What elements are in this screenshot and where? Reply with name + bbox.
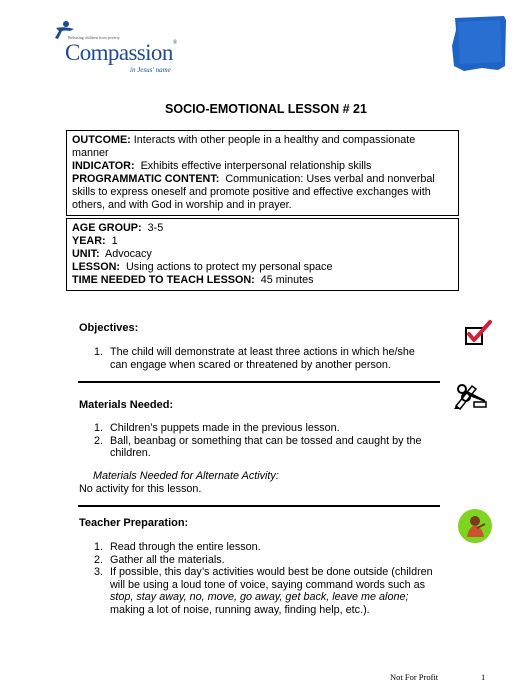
preparation-text: Read through the entire lesson. [110,541,261,553]
logo-tagline: Releasing children from poverty [68,35,120,40]
outcome-label: OUTCOME: [72,134,131,146]
alt-materials-text: No activity for this lesson. [79,483,202,495]
objective-text: The child will demonstrate at least three actions in which he/she can engage when scared or threatened by another person. [110,346,415,371]
age-label: AGE GROUP: [72,222,142,234]
preparation-item [94,566,434,616]
pencil-scissors-icon [452,380,488,410]
year-value: 1 [111,235,118,247]
time-value: 45 minutes [260,274,314,286]
compassion-logo [52,20,177,74]
logo-name [65,40,177,66]
indicator-label: INDICATOR: [72,160,135,172]
preparation-num: 3. [94,566,104,578]
content-row [72,173,453,212]
content-label: PROGRAMMATIC CONTENT: [72,173,220,185]
lesson-label: LESSON: [72,261,120,273]
command-words: stop, stay away, no, move, go away, get back, leave me alone; [110,591,409,603]
age-row [72,222,453,235]
material-item [94,435,430,460]
objective-item [94,346,430,371]
material-num: 2. [94,434,104,447]
checkbox-check-icon [462,318,494,350]
alt-materials-heading: Materials Needed for Alternate Activity: [93,470,279,482]
objective-num: 1. [94,346,104,358]
material-item [94,422,430,435]
content-text: Communication: Uses verbal and nonverbal skills to express oneself and promote positive and effective exchanges with others, and with God in worship and in prayer. [72,173,435,211]
time-label: TIME NEEDED TO TEACH LESSON: [72,274,255,286]
material-text: Children’s puppets made in the previous lesson. [110,422,340,434]
preparation-text: If possible, this day’s activities would best be done outside (children will be using a loud tone of voice, saying command words such as [110,566,433,591]
divider [78,381,440,383]
preparation-heading: Teacher Preparation: [79,517,189,529]
page-number: 1 [481,672,486,682]
material-num: 1. [94,422,104,434]
logo-name-text: Compassion [65,40,173,65]
materials-list [94,422,430,460]
time-row [72,274,453,287]
preparation-item [94,554,434,567]
indicator-text: Exhibits effective interpersonal relationship skills [140,160,372,172]
unit-value: Advocacy [105,248,152,260]
objectives-heading: Objectives: [79,322,139,334]
material-text: Ball, beanbag or something that can be tossed and caught by the children. [110,434,422,459]
lesson-value: Using actions to protect my personal space [126,261,333,273]
outcome-text: Interacts with other people in a healthy and compassionate manner [72,134,416,159]
footer-note: Not For Profit [390,672,439,682]
outcome-row [72,134,453,160]
objectives-list [94,346,430,371]
year-label: YEAR: [72,235,106,247]
preparation-list [94,541,434,616]
unit-row [72,248,453,261]
overview-box [66,130,459,216]
year-row [72,235,453,248]
preparation-text: Gather all the materials. [110,553,225,566]
lesson-row [72,261,453,274]
preparation-item [94,541,434,554]
indicator-row [72,160,453,173]
logo-subline: in Jesus' name [130,66,171,74]
logo-registered: ® [172,40,177,46]
details-box [66,218,459,291]
teacher-figure-icon [457,508,493,544]
preparation-num: 1. [94,541,104,553]
age-value: 3-5 [147,222,164,234]
preparation-text-end: making a lot of noise, running away, finding help, etc.). [110,603,370,616]
materials-heading: Materials Needed: [79,399,174,411]
blue-brush-mark [452,16,506,72]
preparation-num: 2. [94,553,104,566]
page-title: SOCIO-EMOTIONAL LESSON # 21 [165,102,367,116]
unit-label: UNIT: [72,248,100,260]
divider [78,505,440,507]
